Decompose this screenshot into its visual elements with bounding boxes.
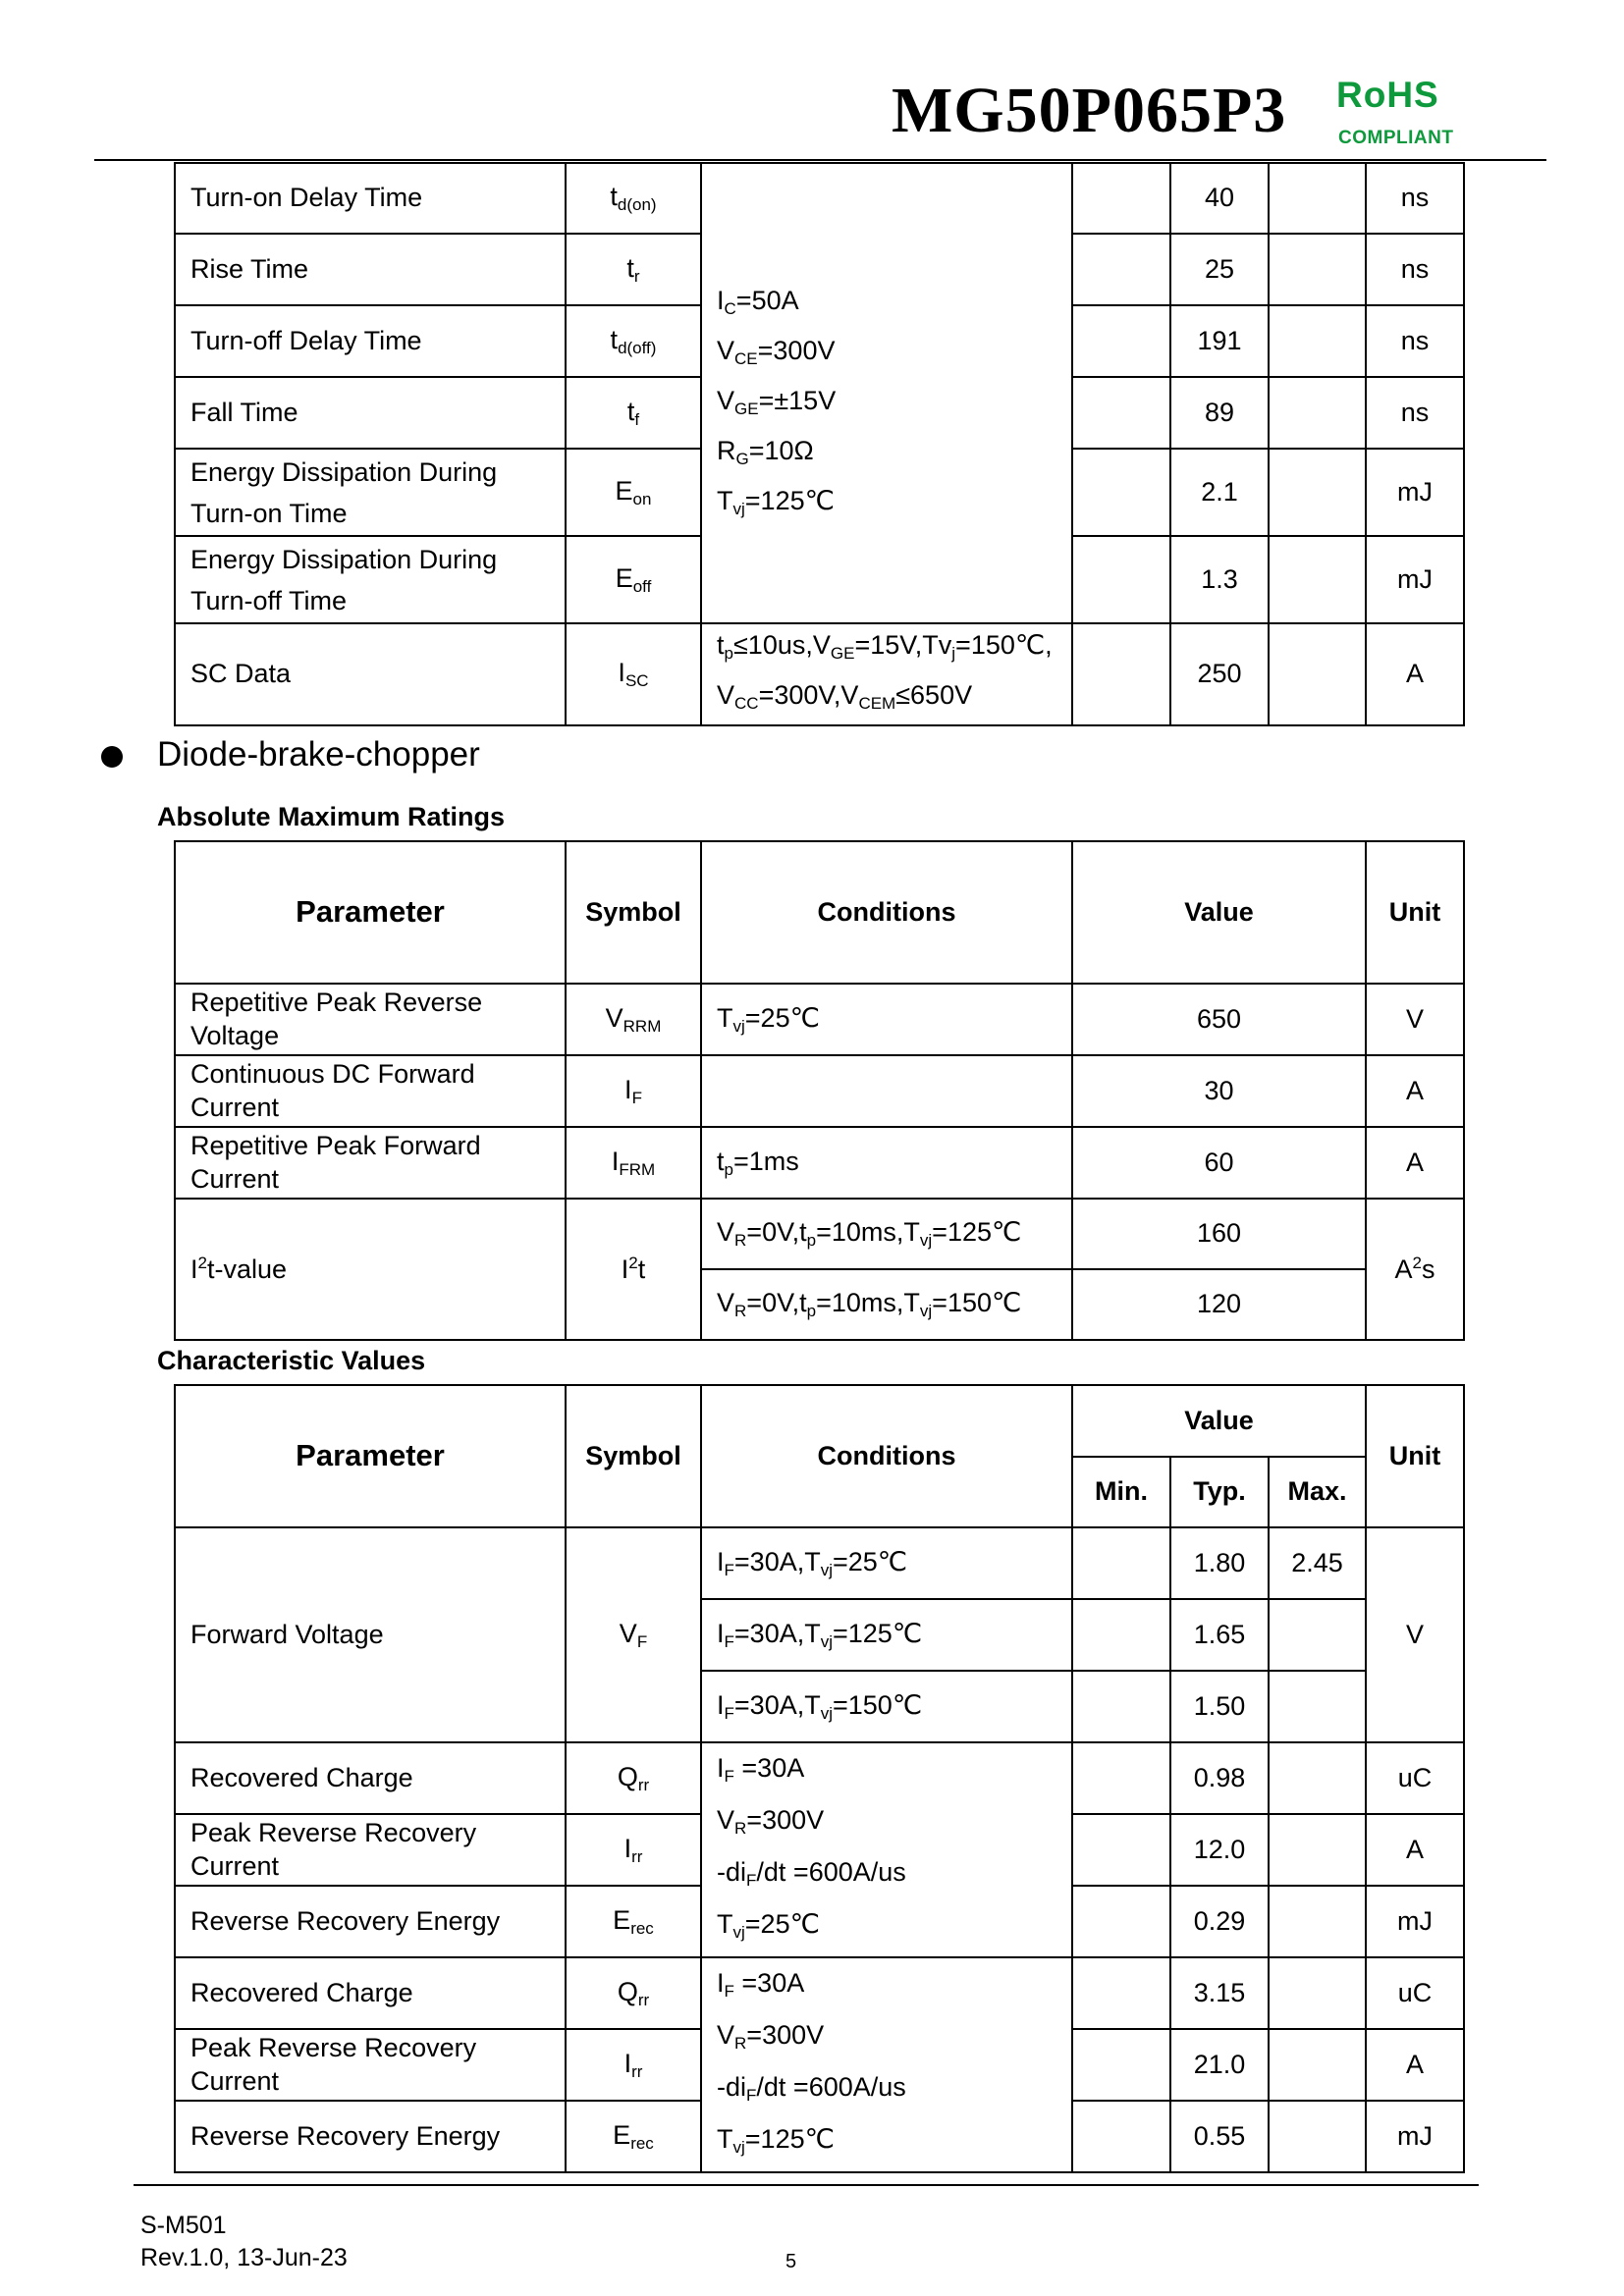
rohs-logo: RoHS [1336,75,1439,115]
max-cell [1269,623,1366,725]
max-cell [1269,1599,1366,1671]
switching-conditions-cell: $I_C=50A$ $V_{CE}=300V$ $V_{GE}=\pm 15V$ $R_G=10\Omega$ $T_{vj}=125℃$ [701,163,1072,623]
header-unit: Unit [1366,1385,1464,1527]
param-cell: Peak Reverse Recovery Current [175,2029,566,2101]
page-number: 5 [785,2251,797,2272]
characteristic-values-heading: Characteristic Values [157,1346,426,1375]
min-cell [1072,1957,1170,2029]
absolute-maximum-ratings-table [174,840,1465,1341]
section-title: Diode-brake-chopper [157,735,480,774]
min-cell [1072,305,1170,377]
symbol-cell: $V_{RRM}$ [566,984,701,1055]
max-cell [1269,2029,1366,2101]
param-cell: Turn-off Delay Time [175,305,566,377]
typ-cell: 89 [1170,377,1269,449]
max-cell [1269,1671,1366,1742]
param-cell: Turn-on Delay Time [175,163,566,234]
table-row [175,984,1464,1055]
unit-cell: mJ [1366,536,1464,623]
header-value: Value [1072,1385,1366,1457]
typ-cell: 21.0 [1170,2029,1269,2101]
unit-cell: mJ [1366,1886,1464,1957]
min-cell [1072,2101,1170,2172]
table-row [175,1055,1464,1127]
header-symbol: Symbol [566,841,701,984]
param-cell: Fall Time [175,377,566,449]
header-symbol: Symbol [566,1385,701,1527]
symbol-cell: $I_{rr}$ [566,2029,701,2101]
table-row [175,1527,1464,1599]
min-cell [1072,536,1170,623]
bullet-icon [101,746,123,768]
param-cell: Peak Reverse Recovery Current [175,1814,566,1886]
min-cell [1072,1527,1170,1599]
typ-cell: 40 [1170,163,1269,234]
symbol-cell: $I_F$ [566,1055,701,1127]
param-cell: Energy Dissipation During Turn-on Time [175,449,566,536]
unit-cell: A [1366,1055,1464,1127]
max-cell [1269,377,1366,449]
revision-date: Rev.1.0, 13-Jun-23 [140,2244,348,2271]
conditions-cell: $V_R=0V,t_p=10ms,T_{vj}=150℃$ [701,1269,1072,1340]
symbol-cell: $V_F$ [566,1527,701,1742]
unit-cell: ns [1366,163,1464,234]
max-cell [1269,1886,1366,1957]
max-cell [1269,163,1366,234]
min-cell [1072,1671,1170,1742]
table-row [175,163,1464,234]
param-cell: Reverse Recovery Energy [175,2101,566,2172]
min-cell [1072,1599,1170,1671]
typ-cell: 1.3 [1170,536,1269,623]
typ-cell: 1.50 [1170,1671,1269,1742]
table-row [175,1742,1464,1814]
max-cell [1269,234,1366,305]
symbol-cell: $E_{rec}$ [566,1886,701,1957]
min-cell [1072,2029,1170,2101]
abs-max-heading: Absolute Maximum Ratings [157,802,506,831]
symbol-cell: $I^2t$ [566,1199,701,1340]
table-row [175,1127,1464,1199]
header-unit: Unit [1366,841,1464,984]
min-cell [1072,1742,1170,1814]
typ-cell: 0.55 [1170,2101,1269,2172]
symbol-cell: $t_f$ [566,377,701,449]
min-cell [1072,377,1170,449]
unit-cell: A [1366,623,1464,725]
symbol-cell: $t_r$ [566,234,701,305]
value-cell: 650 [1072,984,1366,1055]
max-cell [1269,1957,1366,2029]
max-cell [1269,449,1366,536]
unit-cell: mJ [1366,449,1464,536]
conditions-cell: $I_F=30A,T_{vj}=150℃$ [701,1671,1072,1742]
min-cell [1072,1814,1170,1886]
typ-cell: 191 [1170,305,1269,377]
table-header-row [175,841,1464,984]
header-parameter: Parameter [175,841,566,984]
max-cell [1269,305,1366,377]
param-cell: Recovered Charge [175,1742,566,1814]
header-conditions: Conditions [701,841,1072,984]
unit-cell: A [1366,1814,1464,1886]
symbol-cell: $Q_{rr}$ [566,1957,701,2029]
table-header-row [175,1385,1464,1457]
min-cell [1072,1886,1170,1957]
max-cell [1269,1814,1366,1886]
typ-cell: 12.0 [1170,1814,1269,1886]
conditions-cell: $V_R=0V,t_p=10ms,T_{vj}=125℃$ [701,1199,1072,1269]
unit-cell: ns [1366,305,1464,377]
recovery-conditions-cell: $I_F =30A$ $V_R=300V$ $-di_F/dt =600A/us$ $T_{vj}=125℃$ [701,1957,1072,2172]
param-cell: Reverse Recovery Energy [175,1886,566,1957]
symbol-cell: $t_{d(on)}$ [566,163,701,234]
typ-cell: 0.29 [1170,1886,1269,1957]
conditions-cell: $I_F=30A,T_{vj}=25℃$ [701,1527,1072,1599]
unit-cell: A [1366,1127,1464,1199]
param-cell: Energy Dissipation During Turn-off Time [175,536,566,623]
max-cell [1269,2101,1366,2172]
unit-cell: uC [1366,1742,1464,1814]
sc-conditions-cell: $t_p\le 10us,V_{GE}=15V,Tv_j=150℃$, $V_{CC}=300V,V_{CEM}\le 650V$ [701,623,1072,725]
symbol-cell: $E_{rec}$ [566,2101,701,2172]
switching-characteristics-table [174,162,1465,726]
max-cell [1269,536,1366,623]
typ-cell: 1.80 [1170,1527,1269,1599]
typ-cell: 0.98 [1170,1742,1269,1814]
symbol-cell: $t_{d(off)}$ [566,305,701,377]
param-cell: Repetitive Peak Reverse Voltage [175,984,566,1055]
unit-cell: ns [1366,377,1464,449]
param-cell: Rise Time [175,234,566,305]
param-cell: SC Data [175,623,566,725]
unit-cell: mJ [1366,2101,1464,2172]
recovery-conditions-cell: $I_F =30A$ $V_R=300V$ $-di_F/dt =600A/us$ $T_{vj}=25℃$ [701,1742,1072,1957]
symbol-cell: $Q_{rr}$ [566,1742,701,1814]
table-row [175,1957,1464,2029]
rohs-compliant-label: COMPLIANT [1338,128,1454,148]
document-code: S-M501 [140,2212,227,2239]
conditions-cell: $I_F=30A,T_{vj}=125℃$ [701,1599,1072,1671]
table-row [175,1199,1464,1269]
value-cell: 60 [1072,1127,1366,1199]
min-cell [1072,234,1170,305]
header-min: Min. [1072,1457,1170,1527]
unit-cell: ns [1366,234,1464,305]
unit-cell: V [1366,1527,1464,1742]
conditions-cell: $t_p=1ms$ [701,1127,1072,1199]
min-cell [1072,163,1170,234]
value-cell: 30 [1072,1055,1366,1127]
typ-cell: 1.65 [1170,1599,1269,1671]
symbol-cell: $I_{SC}$ [566,623,701,725]
symbol-cell: $E_{off}$ [566,536,701,623]
symbol-cell: $I_{rr}$ [566,1814,701,1886]
value-cell: 160 [1072,1199,1366,1269]
header-divider [94,159,1546,161]
param-cell: Continuous DC Forward Current [175,1055,566,1127]
symbol-cell: $E_{on}$ [566,449,701,536]
characteristic-values-table [174,1384,1465,2173]
header-parameter: Parameter [175,1385,566,1527]
unit-cell: uC [1366,1957,1464,2029]
header-value: Value [1072,841,1366,984]
typ-cell: 3.15 [1170,1957,1269,2029]
typ-cell: 2.1 [1170,449,1269,536]
max-cell: 2.45 [1269,1527,1366,1599]
header-max: Max. [1269,1457,1366,1527]
param-cell: Recovered Charge [175,1957,566,2029]
typ-cell: 25 [1170,234,1269,305]
param-cell: Forward Voltage [175,1527,566,1742]
min-cell [1072,449,1170,536]
conditions-cell: $T_{vj}=25℃$ [701,984,1072,1055]
header-typ: Typ. [1170,1457,1269,1527]
symbol-cell: $I_{FRM}$ [566,1127,701,1199]
typ-cell: 250 [1170,623,1269,725]
part-number-title: MG50P065P3 [892,75,1287,146]
table-row [175,623,1464,725]
max-cell [1269,1742,1366,1814]
conditions-cell [701,1055,1072,1127]
footer-divider [134,2184,1479,2186]
param-cell: $I^2t$-value [175,1199,566,1340]
min-cell [1072,623,1170,725]
unit-cell: $A^2s$ [1366,1199,1464,1340]
value-cell: 120 [1072,1269,1366,1340]
unit-cell: V [1366,984,1464,1055]
unit-cell: A [1366,2029,1464,2101]
header-conditions: Conditions [701,1385,1072,1527]
param-cell: Repetitive Peak Forward Current [175,1127,566,1199]
